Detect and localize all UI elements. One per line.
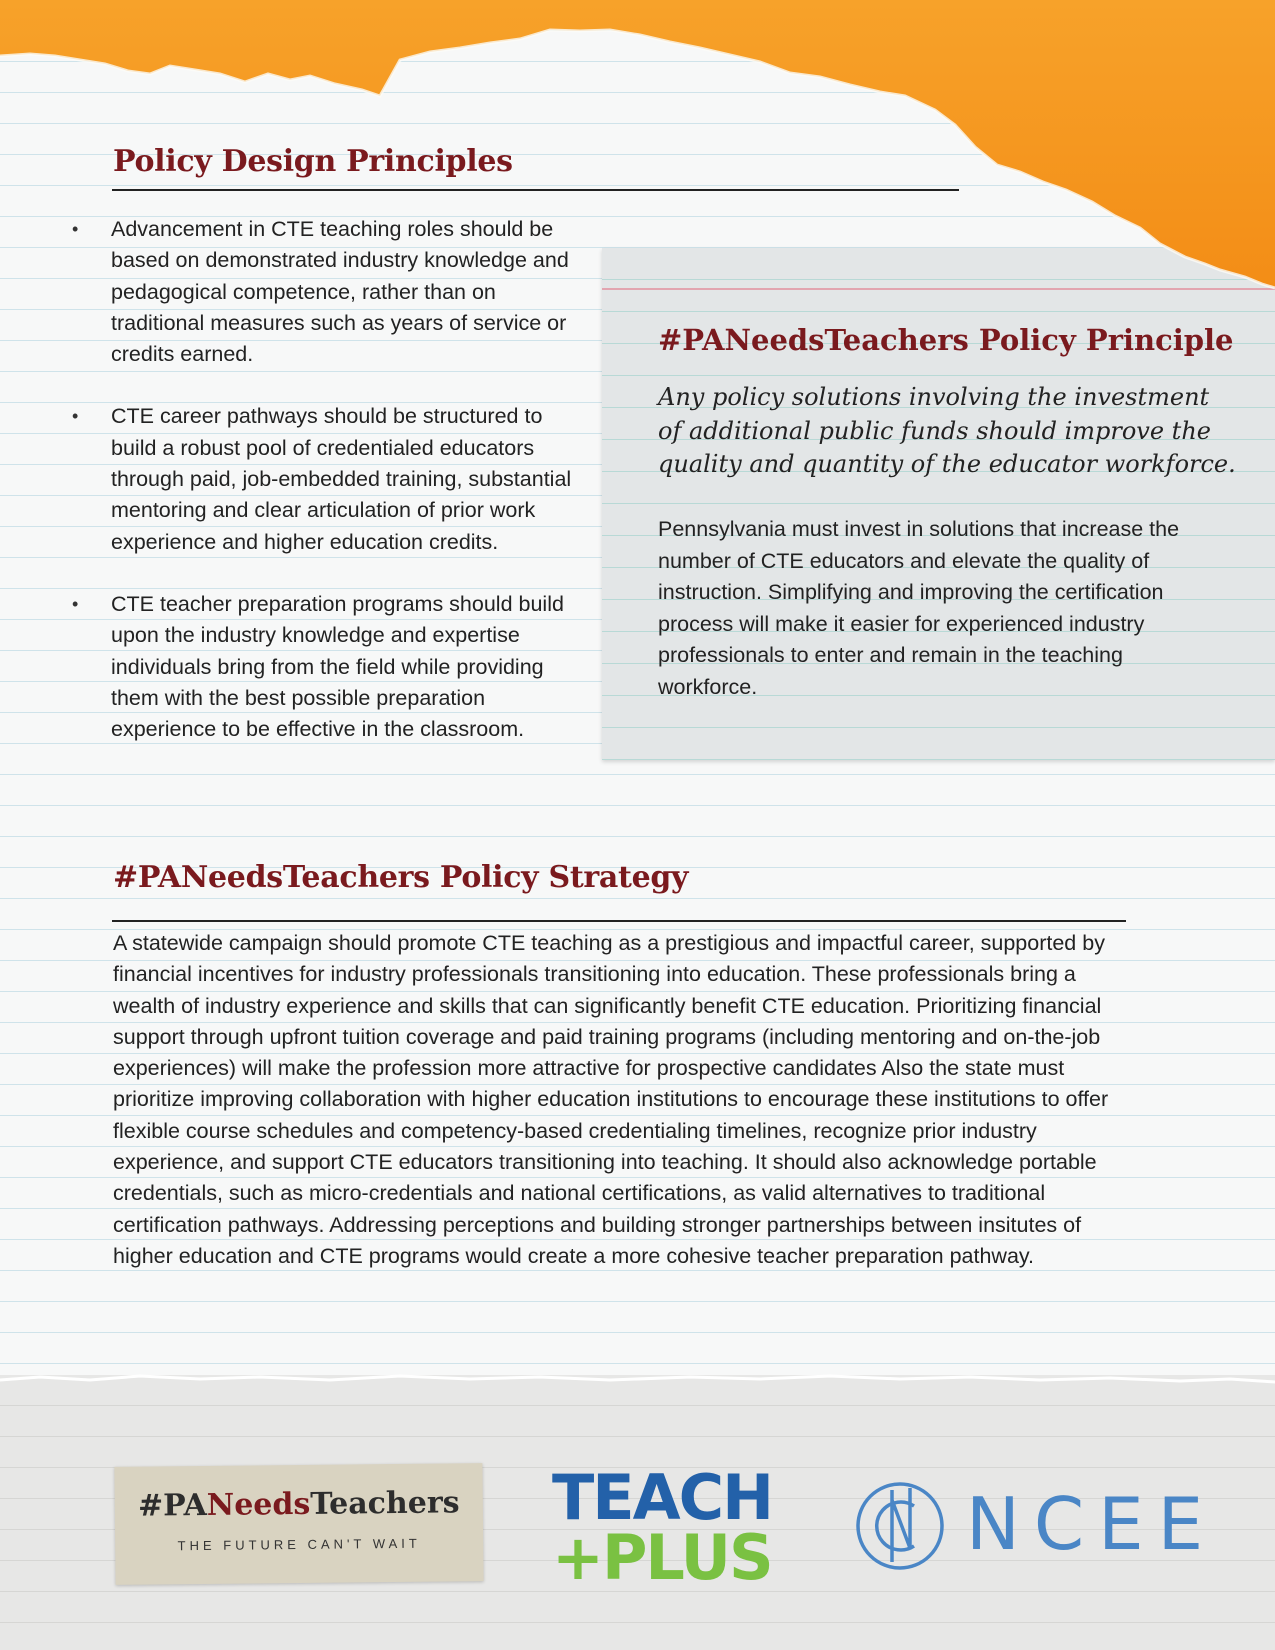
list-item-text: CTE career pathways should be structured to build a robust pool of credentialed educators through paid, job-embedded training, substantial mentoring and clear articulation of prior work experience and higher education credits. xyxy=(111,404,572,554)
list-item xyxy=(72,401,572,557)
list-item xyxy=(72,589,572,745)
ncee-logo-text: NCEE xyxy=(966,1482,1218,1566)
bullet-icon: • xyxy=(72,406,79,427)
torn-footer-edge xyxy=(0,1352,1275,1402)
policy-strategy-rule xyxy=(112,920,1126,922)
policy-strategy-title: #PANeedsTeachers Policy Strategy xyxy=(113,860,689,895)
policy-principle-callout xyxy=(602,248,1275,760)
teach-plus-logo-teach: TEACH xyxy=(552,1461,773,1534)
pa-logo-tagline: THE FUTURE CAN'T WAIT xyxy=(177,1535,421,1554)
teach-plus-logo-plus: +PLUS xyxy=(552,1521,772,1594)
teach-plus-logo xyxy=(552,1461,802,1594)
list-item-text: CTE teacher preparation programs should build upon the industry knowledge and expertise individuals bring from the field while providing them with the best possible preparation experience to be effective in the classroom. xyxy=(111,591,564,742)
pa-logo-hashtag: #PANeedsTeachers xyxy=(137,1485,460,1524)
bullet-icon: • xyxy=(72,219,79,239)
pa-needs-teachers-logo xyxy=(114,1463,483,1585)
ncee-monogram-icon xyxy=(852,1478,948,1574)
design-principles-title: Policy Design Principles xyxy=(113,144,513,179)
policy-principle-quote: Any policy solutions involving the investment of additional public funds should improve the quality and quantity of the educator workforce. xyxy=(658,383,1236,478)
policy-strategy-body: A statewide campaign should promote CTE teaching as a prestigious and impactful career, supported by financial incentives for industry professionals transitioning into education. These professionals bring a wealth of industry experience and skills that can significantly benefit CTE education. Prioritizing financial support through upfront tuition coverage and paid training programs (including mentoring and on-the-job experiences) will make the profession more attractive for prospective candidates Also the state must prioritize improving collaboration with higher education institutions to encourage these institutions to offer flexible course schedules and competency-based credentialing timelines, recognize prior industry experience, and support CTE educators transitioning into teaching. It should also acknowledge portable credentials, such as micro-credentials and national certifications, as valid alternatives to traditional certification pathways. Addressing perceptions and building stronger partnerships between insitutes of higher education and CTE programs would create a more cohesive teacher preparation pathway. xyxy=(113,931,1109,1268)
list-item-text: Advancement in CTE teaching roles should be based on demonstrated industry knowledge and pedagogical competence, rather than on traditional measures such as years of service or credits earned. xyxy=(111,217,569,367)
policy-principle-body: Pennsylvania must invest in solutions that increase the number of CTE educators and elevate the quality of instruction. Simplifying and improving the certification process will make it easier for experienced industry professionals to enter and remain in the teaching workforce. xyxy=(658,517,1180,699)
bullet-icon: • xyxy=(72,593,79,614)
policy-principle-title: #PANeedsTeachers Policy Principle xyxy=(658,323,1234,357)
torn-orange-paper xyxy=(0,0,1275,300)
